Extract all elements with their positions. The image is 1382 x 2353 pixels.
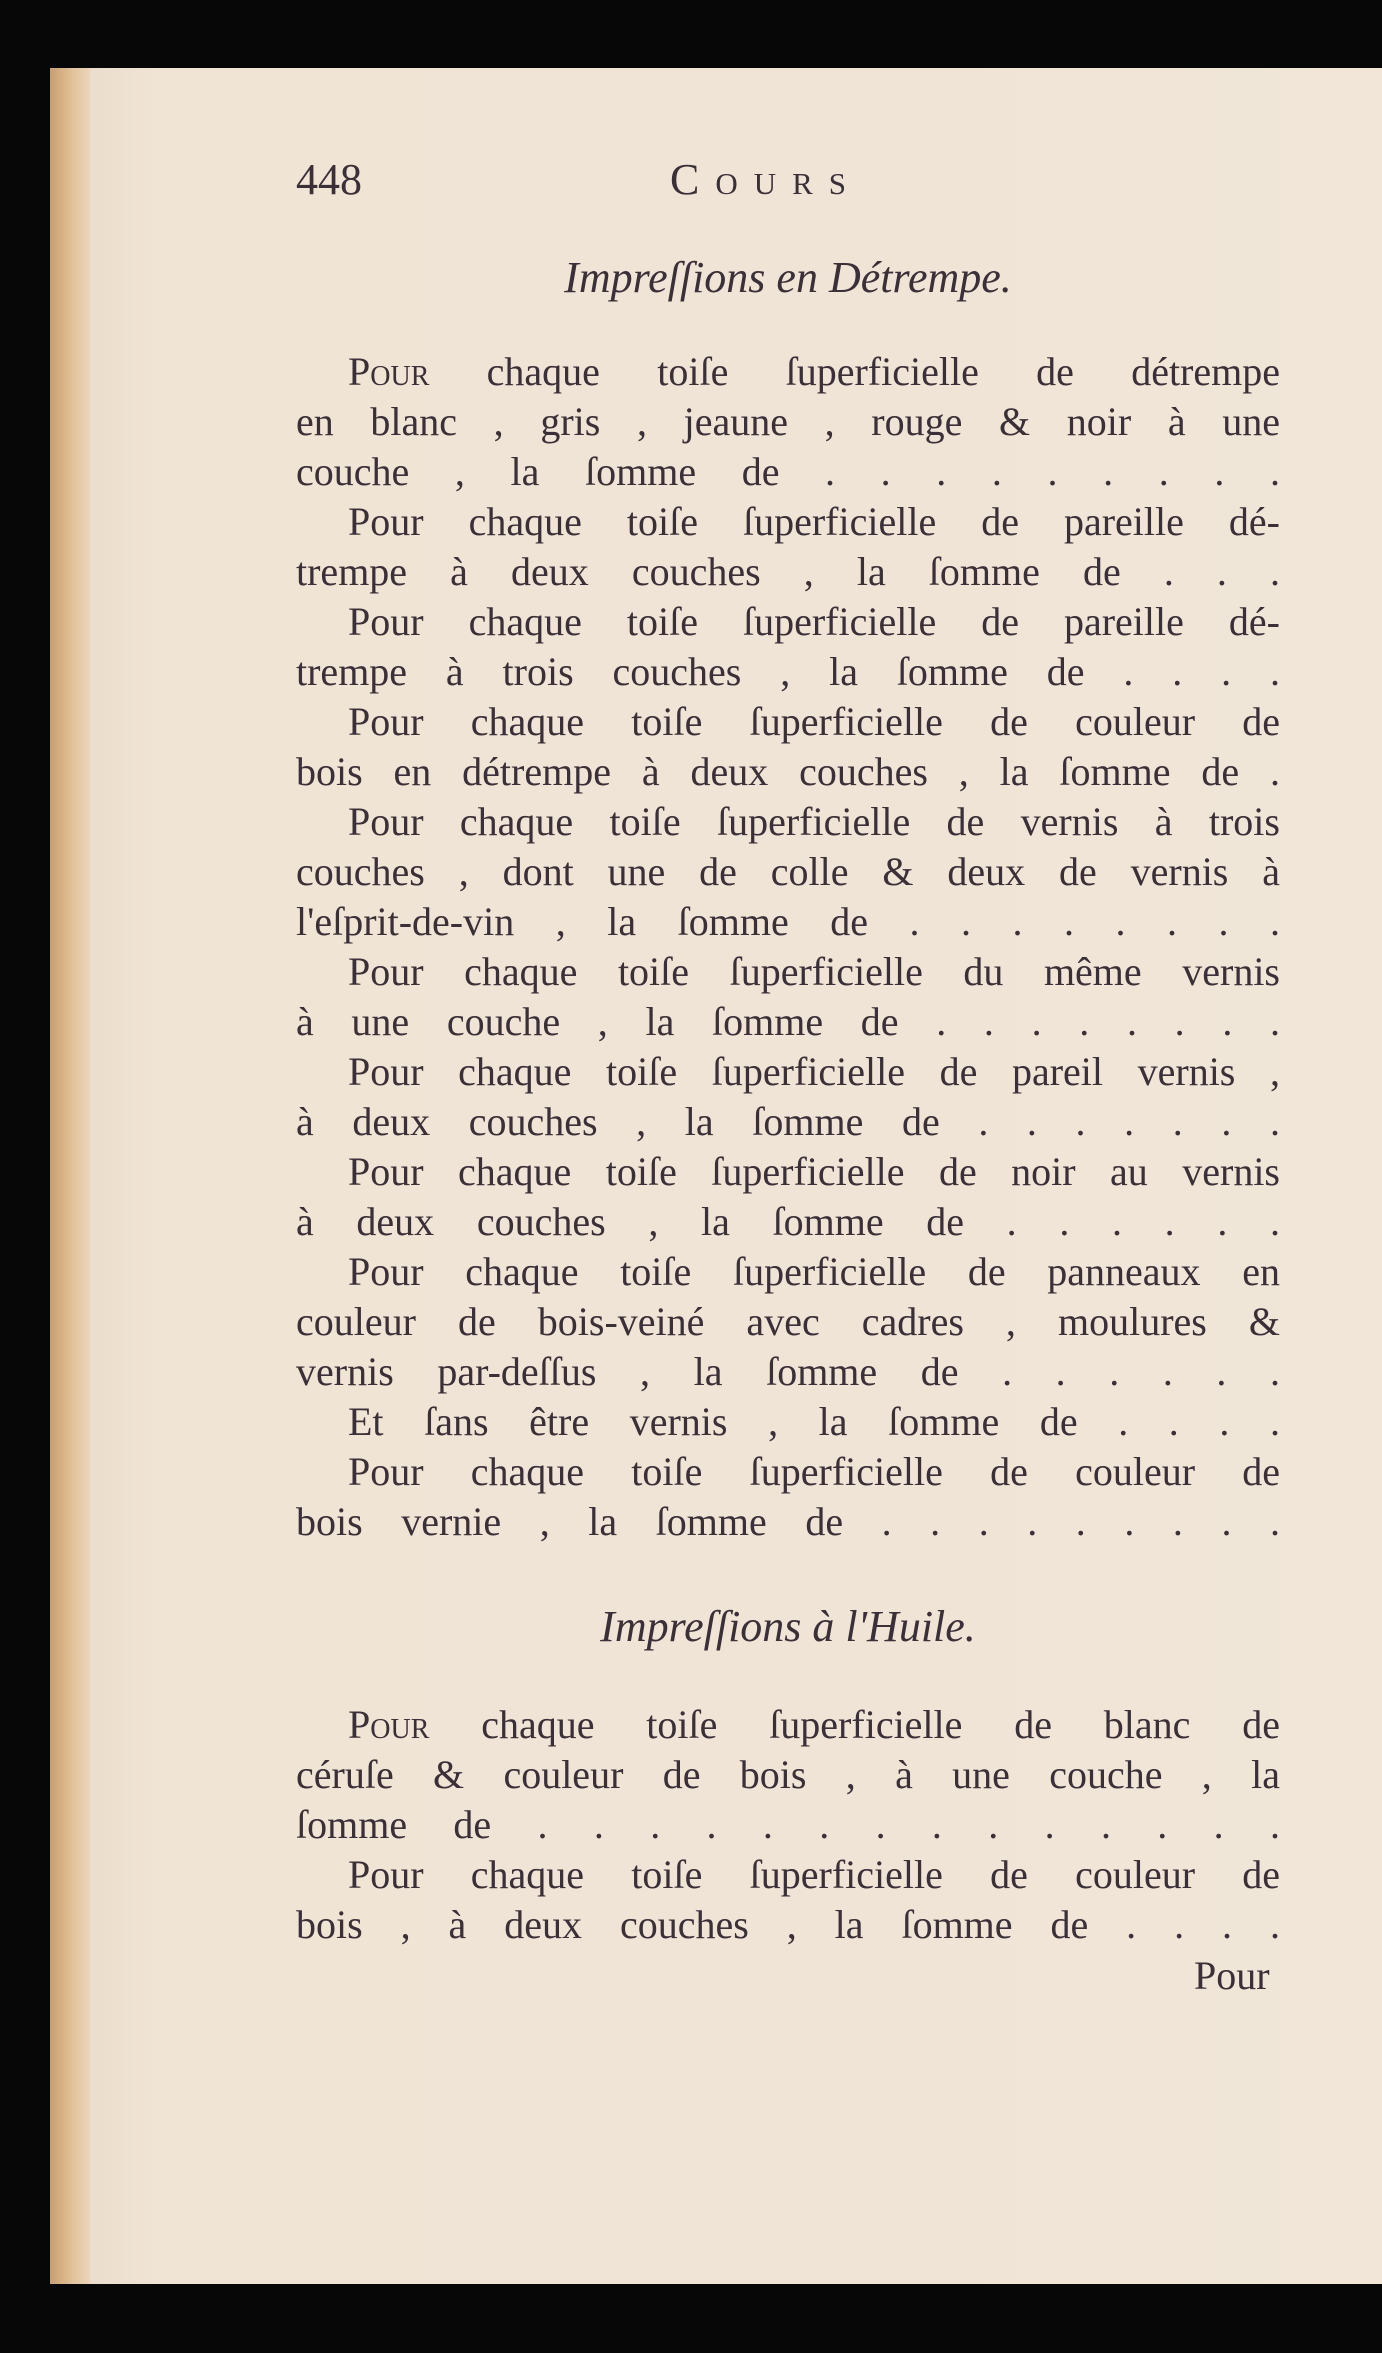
page-number: 448	[296, 155, 362, 204]
line-text: bois vernie , la ſomme de . . . . . . . . .	[296, 1499, 1280, 1544]
line-text: Pour chaque toiſe ſuperficielle de pareille dé-	[348, 599, 1280, 644]
line-text: trempe à deux couches , la ſomme de . . .	[296, 549, 1280, 594]
text-line	[296, 1097, 1280, 1147]
section-title: Impreſſions à l'Huile.	[600, 1602, 976, 1651]
text-line	[296, 747, 1280, 797]
page-edge	[50, 68, 90, 2284]
lead-word: Pour	[348, 349, 430, 394]
text-line	[348, 347, 1280, 397]
line-text: chaque toiſe ſuperficielle de blanc de	[481, 1702, 1280, 1747]
line-text: Et ſans être vernis , la ſomme de . . . .	[348, 1399, 1280, 1444]
line-text: Pour chaque toiſe ſuperficielle de couleur de	[348, 1852, 1280, 1897]
line-text: couches , dont une de colle & deux de vernis à	[296, 849, 1280, 894]
text-line	[296, 897, 1280, 947]
text-line	[296, 847, 1280, 897]
text-line	[348, 1447, 1280, 1497]
line-text: Pour chaque toiſe ſuperficielle de couleur de	[348, 1449, 1280, 1494]
text-line	[348, 947, 1280, 997]
text-line	[296, 397, 1280, 447]
line-text: chaque toiſe ſuperficielle de détrempe	[486, 349, 1280, 394]
section-title: Impreſſions en Détrempe.	[564, 253, 1012, 302]
text-line	[296, 1497, 1280, 1547]
line-text: couche , la ſomme de . . . . . . . . .	[296, 449, 1280, 494]
line-text: Pour chaque toiſe ſuperficielle de pareil vernis ,	[348, 1049, 1280, 1094]
text-line	[296, 547, 1280, 597]
line-text: Pour chaque toiſe ſuperficielle de vernis à trois	[348, 799, 1280, 844]
text-line	[348, 1397, 1280, 1447]
text-line	[296, 1197, 1280, 1247]
line-text: céruſe & couleur de bois , à une couche , la	[296, 1752, 1280, 1797]
text-line	[348, 1247, 1280, 1297]
line-text: ſomme de . . . . . . . . . . . . . .	[296, 1802, 1280, 1847]
lead-word: Pour	[348, 1702, 430, 1747]
text-line	[296, 1900, 1280, 1950]
text-line	[348, 597, 1280, 647]
line-text: à deux couches , la ſomme de . . . . . . .	[296, 1099, 1280, 1144]
line-text: trempe à trois couches , la ſomme de . . . .	[296, 649, 1280, 694]
text-line	[348, 1047, 1280, 1097]
line-text: Pour chaque toiſe ſuperficielle de panneaux en	[348, 1249, 1280, 1294]
text-line	[296, 1750, 1280, 1800]
text-line	[296, 1297, 1280, 1347]
line-text: bois , à deux couches , la ſomme de . . . .	[296, 1902, 1280, 1947]
line-text: Pour chaque toiſe ſuperficielle de pareille dé-	[348, 499, 1280, 544]
text-line	[348, 1850, 1280, 1900]
text-line	[348, 797, 1280, 847]
line-text: Pour chaque toiſe ſuperficielle du même vernis	[348, 949, 1280, 994]
line-text: à une couche , la ſomme de . . . . . . . .	[296, 999, 1280, 1044]
line-text: Pour chaque toiſe ſuperficielle de noir au vernis	[348, 1149, 1280, 1194]
text-line	[296, 1800, 1280, 1850]
line-text: Pour chaque toiſe ſuperficielle de couleur de	[348, 699, 1280, 744]
text-line	[296, 447, 1280, 497]
line-text: l'eſprit-de-vin , la ſomme de . . . . . . . .	[296, 899, 1280, 944]
line-text: à deux couches , la ſomme de . . . . . .	[296, 1199, 1280, 1244]
running-title: Cours	[670, 155, 863, 204]
text-line	[296, 647, 1280, 697]
text-line	[348, 497, 1280, 547]
line-text: en blanc , gris , jeaune , rouge & noir à une	[296, 399, 1280, 444]
text-line	[296, 1347, 1280, 1397]
line-text: bois en détrempe à deux couches , la ſomme de .	[296, 749, 1280, 794]
text-line	[348, 1147, 1280, 1197]
text-line	[296, 997, 1280, 1047]
line-text: vernis par-deſſus , la ſomme de . . . . . .	[296, 1349, 1280, 1394]
line-text: couleur de bois-veiné avec cadres , moulures &	[296, 1299, 1280, 1344]
text-line	[348, 1700, 1280, 1750]
catchword: Pour	[1194, 1953, 1270, 1998]
text-line	[348, 697, 1280, 747]
